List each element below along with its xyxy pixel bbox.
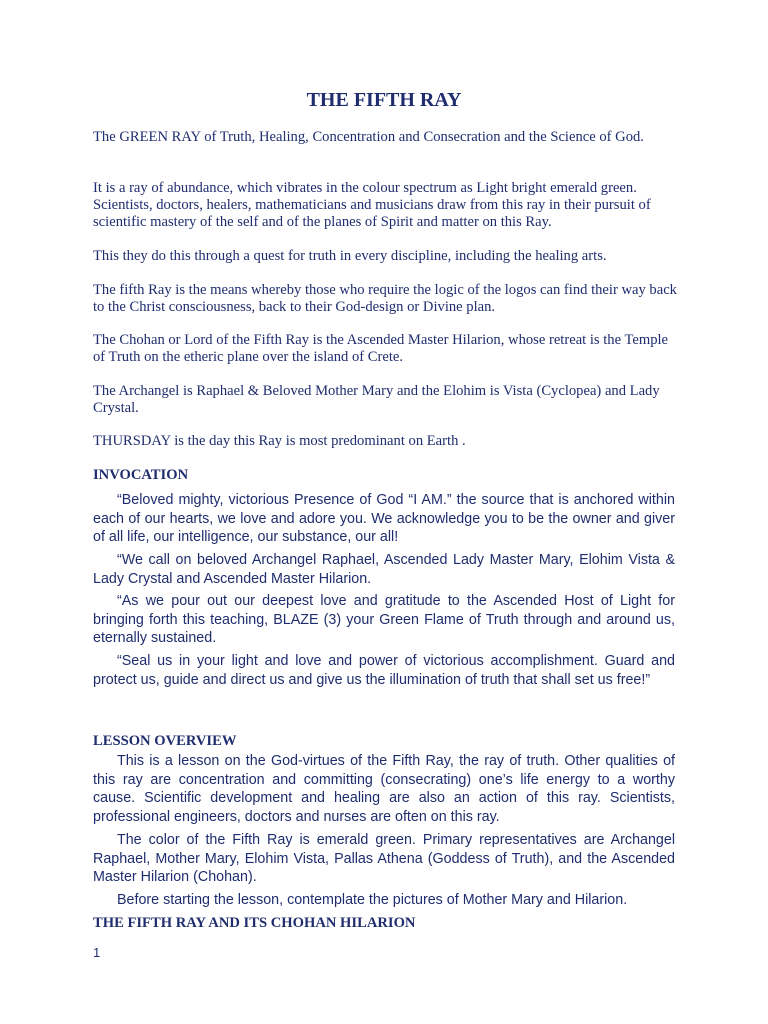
- section-heading: THE FIFTH RAY AND ITS CHOHAN HILARION: [93, 915, 416, 931]
- intro-paragraph: It is a ray of abundance, which vibrates in the colour spectrum as Light bright emerald green. Scientists, doctors, healers, mathematicians and musicians draw from this ray in their pursuit of scientific mastery of the self and of the planes of Spirit and matter on this Ray.: [93, 180, 651, 230]
- invocation-paragraph: “As we pour out our deepest love and gratitude to the Ascended Host of Light for bringing forth this teaching, BLAZE (3) your Green Flame of Truth through and around us, eternally sustained.: [93, 593, 675, 646]
- page-number: 1: [93, 945, 101, 960]
- intro-paragraph: This they do this through a quest for truth in every discipline, including the healing arts.: [93, 248, 607, 264]
- intro-paragraph: The GREEN RAY of Truth, Healing, Concentration and Consecration and the Science of God.: [93, 129, 644, 145]
- intro-paragraph: The Chohan or Lord of the Fifth Ray is the Ascended Master Hilarion, whose retreat is the Temple of Truth on the etheric plane over the island of Crete.: [93, 332, 669, 365]
- lesson-overview-paragraph: This is a lesson on the God-virtues of the Fifth Ray, the ray of truth. Other qualities of this ray are concentration and committing (consecrating) one’s life energy to a worthy cause. Scientific development and healing are also an action of this ray. Scientists, professional engineers, doctors and nurses are often on this ray.: [93, 753, 675, 825]
- intro-paragraph: The fifth Ray is the means whereby those who require the logic of the logos can find their way back to the Christ consciousness, back to their God-design or Divine plan.: [93, 282, 677, 315]
- lesson-overview-paragraph: The color of the Fifth Ray is emerald green. Primary representatives are Archangel Raphael, Mother Mary, Elohim Vista, Pallas Athena (Goddess of Truth), and the Ascended Master Hilarion (Chohan).: [93, 832, 675, 885]
- invocation-heading: INVOCATION: [93, 467, 189, 483]
- intro-paragraph: The Archangel is Raphael & Beloved Mother Mary and the Elohim is Vista (Cyclopea) and Lady Crystal.: [93, 383, 660, 416]
- intro-paragraph: THURSDAY is the day this Ray is most predominant on Earth .: [93, 433, 466, 449]
- invocation-paragraph: “Beloved mighty, victorious Presence of God “I AM.” the source that is anchored within each of our hearts, we love and adore you. We acknowledge you to be the owner and giver of all life, our intelligence, our substance, our all!: [93, 492, 675, 545]
- document-title: THE FIFTH RAY: [306, 89, 462, 111]
- lesson-overview-paragraph: Before starting the lesson, contemplate the pictures of Mother Mary and Hilarion.: [117, 892, 628, 908]
- lesson-overview-heading: LESSON OVERVIEW: [93, 733, 237, 749]
- invocation-paragraph: “Seal us in your light and love and power of victorious accomplishment. Guard and protect us, guide and direct us and give us the illumination of truth that shall set us free!”: [93, 653, 675, 688]
- invocation-paragraph: “We call on beloved Archangel Raphael, Ascended Lady Master Mary, Elohim Vista & Lady Crystal and Ascended Master Hilarion.: [93, 552, 675, 587]
